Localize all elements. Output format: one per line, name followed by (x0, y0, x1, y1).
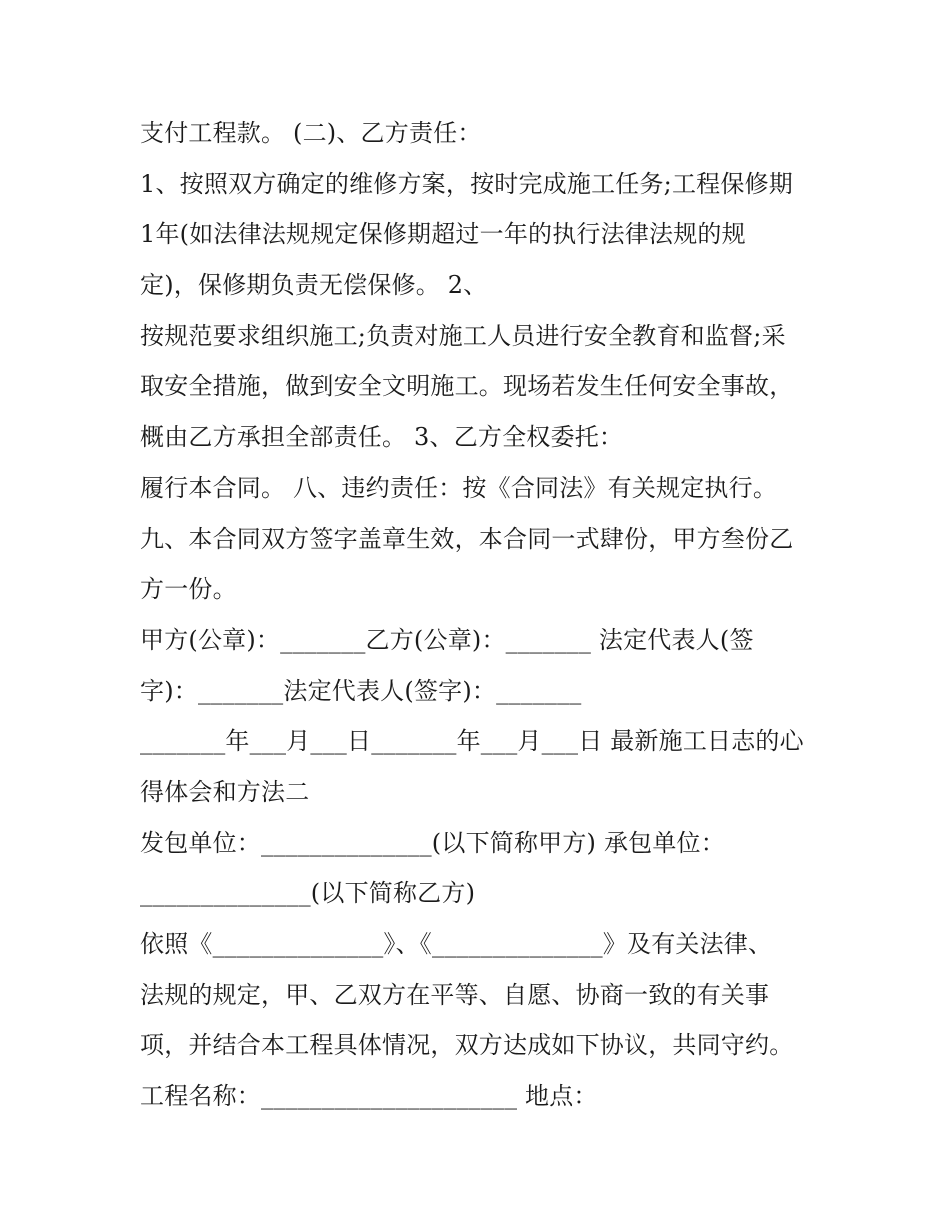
text-line: 1、按照双方确定的维修方案，按时完成施工任务;工程保修期 (140, 169, 793, 198)
contractor-line: ______________(以下简称乙方) (140, 879, 476, 908)
project-name-line: 工程名称：_____________________ 地点： (140, 1082, 598, 1111)
text-line: 法规的规定，甲、乙双方在平等、自愿、协商一致的有关事 (140, 980, 770, 1009)
text-line: 履行本合同。 八、违约责任：按《合同法》有关规定执行。 (140, 473, 778, 502)
contract-text-body (140, 108, 830, 1122)
signature-line: 字)：_______法定代表人(签字)：_______ (140, 676, 582, 705)
section-title-line: 得体会和方法二 (140, 777, 310, 806)
text-line: 按规范要求组织施工;负责对施工人员进行安全教育和监督;采 (140, 321, 786, 350)
signature-line: 甲方(公章)：_______乙方(公章)：_______ 法定代表人(签 (140, 625, 754, 654)
text-line: 依照《______________》、《______________》及有关法律、 (140, 930, 773, 958)
employer-line: 发包单位：______________(以下简称甲方) 承包单位： (140, 828, 725, 857)
date-line: _______年___月___日_______年___月___日 最新施工日志的心 (140, 727, 804, 756)
text-line: 九、本合同双方签字盖章生效，本合同一式肆份，甲方叁份乙 (140, 524, 794, 553)
text-line: 项，并结合本工程具体情况，双方达成如下协议，共同守约。 (140, 1031, 794, 1060)
text-line: 1年(如法律法规规定保修期超过一年的执行法律法规的规 (140, 220, 746, 249)
text-line: 支付工程款。 (二)、乙方责任： (140, 119, 482, 147)
text-line: 概由乙方承担全部责任。 3、乙方全权委托： (140, 423, 624, 452)
text-line: 定)，保修期负责无偿保修。 2、 (140, 271, 488, 300)
text-line: 取安全措施，做到安全文明施工。现场若发生任何安全事故， (140, 372, 794, 401)
text-line: 方一份。 (140, 575, 237, 604)
